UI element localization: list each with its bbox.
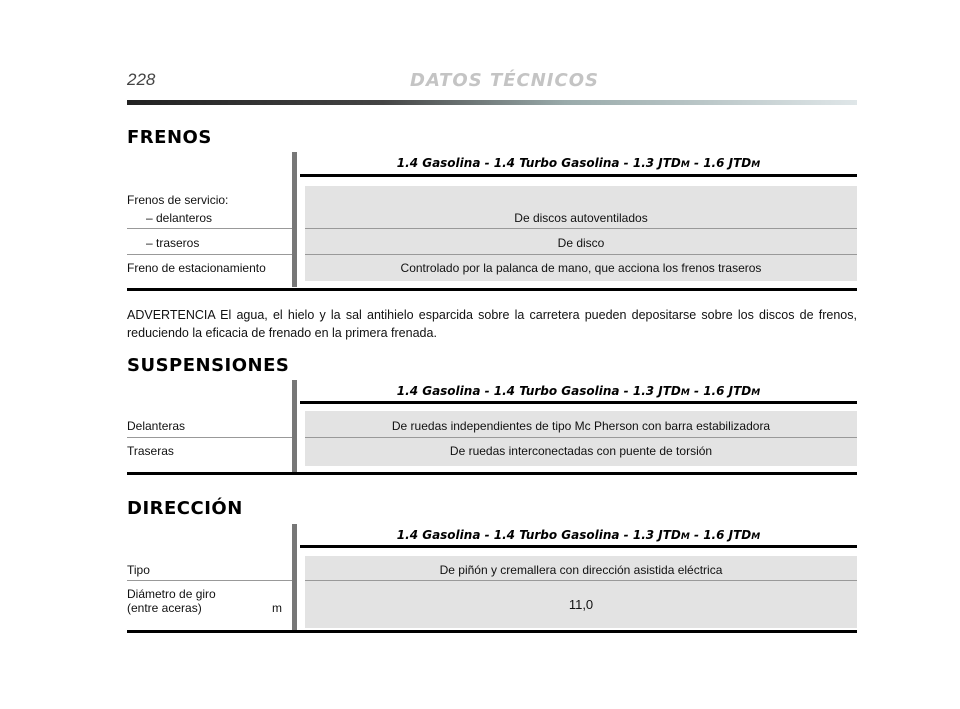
label-delanteros: – delanteros [146, 211, 213, 225]
column-divider [292, 152, 297, 287]
column-header-direccion: 1.4 Gasolina - 1.4 Turbo Gasolina - 1.3 JTDM - 1.6 JTDM [396, 528, 761, 542]
row-rule [127, 580, 292, 581]
page-number: 228 [127, 70, 156, 89]
label-entre-aceras: (entre aceras) [127, 601, 202, 615]
column-divider [292, 380, 297, 472]
label-traseros: – traseros [146, 236, 200, 250]
chapter-title: DATOS TÉCNICOS [410, 70, 599, 91]
row-rule [305, 254, 857, 255]
section-title-direccion: DIRECCIÓN [127, 498, 243, 519]
label-delanteras: Delanteras [127, 419, 186, 433]
row-rule [305, 437, 857, 438]
row-rule [305, 580, 857, 581]
label-traseras: Traseras [127, 444, 174, 458]
section-title-frenos: FRENOS [127, 127, 212, 148]
row-rule [127, 254, 292, 255]
value-traseros: De disco [557, 236, 605, 250]
header-rule-direccion [300, 545, 857, 548]
table-bottom-rule [127, 288, 857, 291]
column-divider [292, 524, 297, 632]
value-traseras: De ruedas interconectadas con puente de torsión [449, 444, 713, 458]
row-rule [127, 228, 292, 229]
section-title-suspensiones: SUSPENSIONES [127, 355, 290, 376]
row-rule [305, 228, 857, 229]
table-bottom-rule [127, 630, 857, 633]
label-tipo: Tipo [127, 563, 150, 577]
header-rule-suspensiones [300, 401, 857, 404]
header-rule-frenos [300, 174, 857, 177]
column-header-frenos: 1.4 Gasolina - 1.4 Turbo Gasolina - 1.3 JTDM - 1.6 JTDM [396, 156, 761, 170]
row-rule [127, 437, 292, 438]
value-delanteras: De ruedas independientes de tipo Mc Pherson con barra estabilizadora [391, 419, 771, 433]
value-diametro-giro: 11,0 [568, 597, 594, 612]
label-diametro-giro: Diámetro de giro [127, 587, 216, 601]
warning-text: ADVERTENCIA El agua, el hielo y la sal antihielo esparcida sobre la carretera pueden depositarse sobre los discos de frenos, reduciendo la eficacia de frenado en la primera frenada. [127, 308, 857, 340]
label-freno-estacionamiento: Freno de estacionamiento [127, 261, 266, 275]
unit-m: m [272, 601, 282, 615]
value-freno-estacionamiento: Controlado por la palanca de mano, que acciona los frenos traseros [400, 261, 762, 275]
value-tipo: De piñón y cremallera con dirección asistida eléctrica [439, 563, 723, 577]
label-frenos-servicio: Frenos de servicio: [127, 193, 229, 207]
table-bottom-rule [127, 472, 857, 475]
value-delanteros: De discos autoventilados [514, 211, 648, 225]
header-rule [127, 100, 857, 105]
column-header-suspensiones: 1.4 Gasolina - 1.4 Turbo Gasolina - 1.3 JTDM - 1.6 JTDM [396, 384, 761, 398]
